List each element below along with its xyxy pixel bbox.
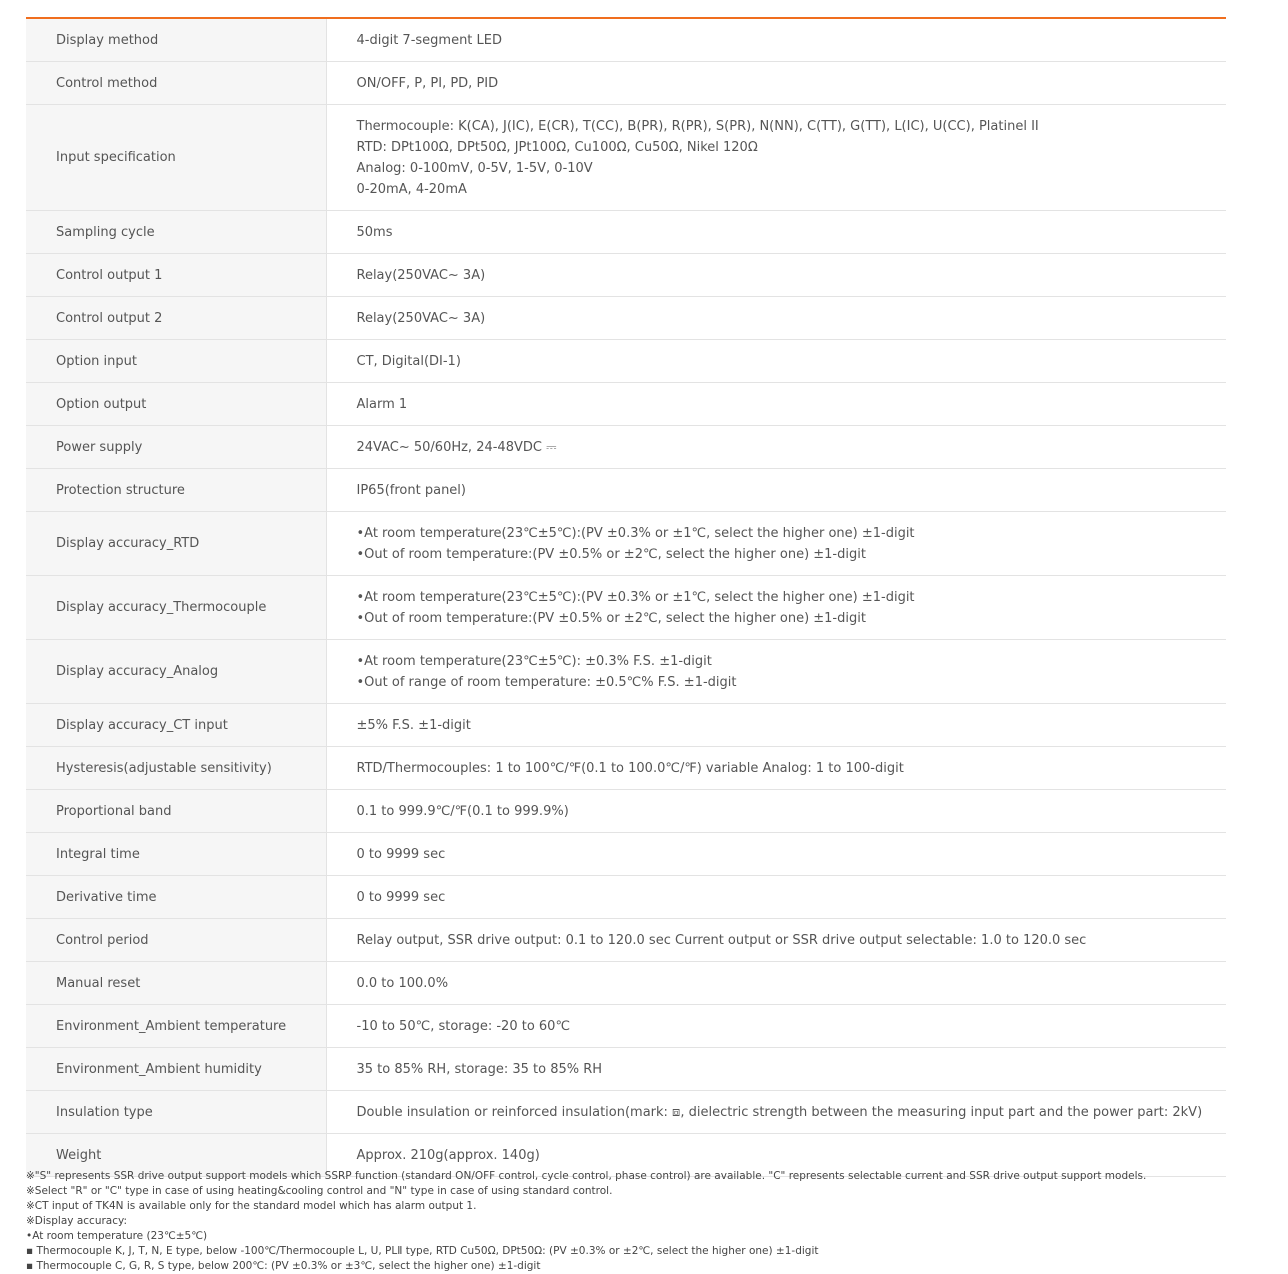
spec-value-line: ON/OFF, P, PI, PD, PID [356,75,499,91]
spec-row [26,254,1226,297]
spec-row [26,383,1226,426]
spec-value-line: •At room temperature(23℃±5℃): ±0.3% F.S. ±1-digit [356,653,712,669]
spec-row [26,962,1226,1005]
spec-row [26,105,1226,211]
spec-label: Display accuracy_Analog [26,640,326,704]
spec-label: Power supply [26,426,326,469]
spec-value [326,62,1226,105]
footnote-line: ※Select "R" or "C" type in case of using heating&cooling control and "N" type in case of using standard control. [26,1185,613,1197]
footnote-line: ▪ Thermocouple C, G, R, S type, below 200℃: (PV ±0.3% or ±3℃, select the higher one) ±1-digit [26,1260,541,1272]
spec-value [326,1091,1226,1134]
spec-value [326,1005,1226,1048]
spec-value-line: •Out of room temperature:(PV ±0.5% or ±2℃, select the higher one) ±1-digit [356,546,866,562]
footnotes [26,1169,1266,1274]
spec-value-line: 0.1 to 999.9℃/℉(0.1 to 999.9%) [356,803,569,819]
spec-value-line: Approx. 210g(approx. 140g) [356,1147,540,1163]
spec-value-line: •At room temperature(23℃±5℃):(PV ±0.3% or ±1℃, select the higher one) ±1-digit [356,525,915,541]
spec-value-line: -10 to 50℃, storage: -20 to 60℃ [356,1018,571,1034]
spec-value [326,833,1226,876]
spec-label: Insulation type [26,1091,326,1134]
spec-value-line: 35 to 85% RH, storage: 35 to 85% RH [356,1061,603,1077]
spec-value-line: RTD: DPt100Ω, DPt50Ω, JPt100Ω, Cu100Ω, Cu50Ω, Nikel 120Ω [356,139,758,155]
spec-value [326,340,1226,383]
spec-row [26,833,1226,876]
spec-value [326,919,1226,962]
spec-label: Control output 1 [26,254,326,297]
spec-row [26,1005,1226,1048]
spec-value-line: 4-digit 7-segment LED [356,32,503,48]
spec-value [326,640,1226,704]
spec-label: Display accuracy_Thermocouple [26,576,326,640]
spec-value [326,1048,1226,1091]
spec-label: Environment_Ambient humidity [26,1048,326,1091]
spec-label: Derivative time [26,876,326,919]
spec-label: Option output [26,383,326,426]
spec-value [326,876,1226,919]
spec-label: Input specification [26,105,326,211]
spec-table-body [26,18,1226,1177]
spec-value-line: 0 to 9999 sec [356,846,446,862]
spec-value [326,747,1226,790]
spec-value [326,211,1226,254]
spec-row [26,340,1226,383]
spec-label: Integral time [26,833,326,876]
spec-value [326,469,1226,512]
footnote-line: ※CT input of TK4N is available only for the standard model which has alarm output 1. [26,1200,477,1212]
spec-value-line: 0 to 9999 sec [356,889,446,905]
spec-value [326,383,1226,426]
spec-value [326,297,1226,340]
spec-value-line: Analog: 0-100mV, 0-5V, 1-5V, 0-10V [356,160,593,176]
spec-value-line: •At room temperature(23℃±5℃):(PV ±0.3% or ±1℃, select the higher one) ±1-digit [356,589,915,605]
spec-value-line: 0-20mA, 4-20mA [356,181,467,197]
spec-row [26,640,1226,704]
spec-value-line: IP65(front panel) [356,482,466,498]
spec-value [326,576,1226,640]
spec-row [26,469,1226,512]
footnote-line: ※"S" represents SSR drive output support models which SSRP function (standard ON/OFF control, cycle control, phase control) are available. "C" represents selectable current and SSR drive output support models. [26,1170,1147,1182]
spec-row [26,426,1226,469]
spec-value [326,512,1226,576]
spec-value-line: •Out of room temperature:(PV ±0.5% or ±2℃, select the higher one) ±1-digit [356,610,866,626]
spec-value-line: Relay(250VAC~ 3A) [356,310,486,326]
spec-value-line: 50ms [356,224,393,240]
spec-label: Control output 2 [26,297,326,340]
spec-value-line: 0.0 to 100.0% [356,975,449,991]
spec-value-line: RTD/Thermocouples: 1 to 100℃/℉(0.1 to 100.0℃/℉) variable Analog: 1 to 100-digit [356,760,904,776]
spec-row [26,747,1226,790]
spec-value-line: •Out of range of room temperature: ±0.5℃% F.S. ±1-digit [356,674,737,690]
spec-row [26,876,1226,919]
spec-label: Hysteresis(adjustable sensitivity) [26,747,326,790]
spec-value-line: Double insulation or reinforced insulation(mark: ⧈, dielectric strength between the measuring input part and the power part: 2kV) [356,1104,1203,1120]
footnote-line: •At room temperature (23℃±5℃) [26,1230,208,1242]
spec-row [26,211,1226,254]
spec-value-line: Relay(250VAC~ 3A) [356,267,486,283]
spec-row [26,576,1226,640]
spec-label: Proportional band [26,790,326,833]
spec-label: Sampling cycle [26,211,326,254]
spec-label: Protection structure [26,469,326,512]
spec-row [26,512,1226,576]
spec-row [26,62,1226,105]
spec-value-line: CT, Digital(DI-1) [356,353,461,369]
spec-value [326,962,1226,1005]
spec-label: Display method [26,18,326,62]
spec-label: Option input [26,340,326,383]
spec-value-line: Alarm 1 [356,396,408,412]
spec-row [26,704,1226,747]
spec-row [26,919,1226,962]
spec-row [26,297,1226,340]
spec-label: Display accuracy_RTD [26,512,326,576]
spec-row [26,1091,1226,1134]
spec-table-container [26,17,1226,1177]
spec-table [26,17,1226,1177]
spec-value-line: ±5% F.S. ±1-digit [356,717,471,733]
spec-value-line: Thermocouple: K(CA), J(IC), E(CR), T(CC), B(PR), R(PR), S(PR), N(NN), C(TT), G(TT), L(IC), U(CC), Platinel II [356,118,1039,134]
footnote-line: ※Display accuracy: [26,1215,127,1227]
spec-label: Display accuracy_CT input [26,704,326,747]
spec-row [26,790,1226,833]
spec-label: Environment_Ambient temperature [26,1005,326,1048]
spec-label: Weight [26,1134,326,1177]
spec-value [326,790,1226,833]
spec-label: Control period [26,919,326,962]
spec-label: Manual reset [26,962,326,1005]
spec-value [326,704,1226,747]
spec-label: Control method [26,62,326,105]
spec-value-line: Relay output, SSR drive output: 0.1 to 120.0 sec Current output or SSR drive output selectable: 1.0 to 120.0 sec [356,932,1087,948]
spec-row [26,18,1226,62]
footnote-line: ▪ Thermocouple K, J, T, N, E type, below -100℃/Thermocouple L, U, PLⅡ type, RTD Cu50Ω, DPt50Ω: (PV ±0.3% or ±2℃, select the higher one) ±1-digit [26,1245,819,1257]
spec-row [26,1048,1226,1091]
spec-value [326,254,1226,297]
spec-value [326,105,1226,211]
spec-value [326,426,1226,469]
spec-value [326,18,1226,62]
spec-value-line: 24VAC~ 50/60Hz, 24-48VDC ⎓ [356,439,557,455]
